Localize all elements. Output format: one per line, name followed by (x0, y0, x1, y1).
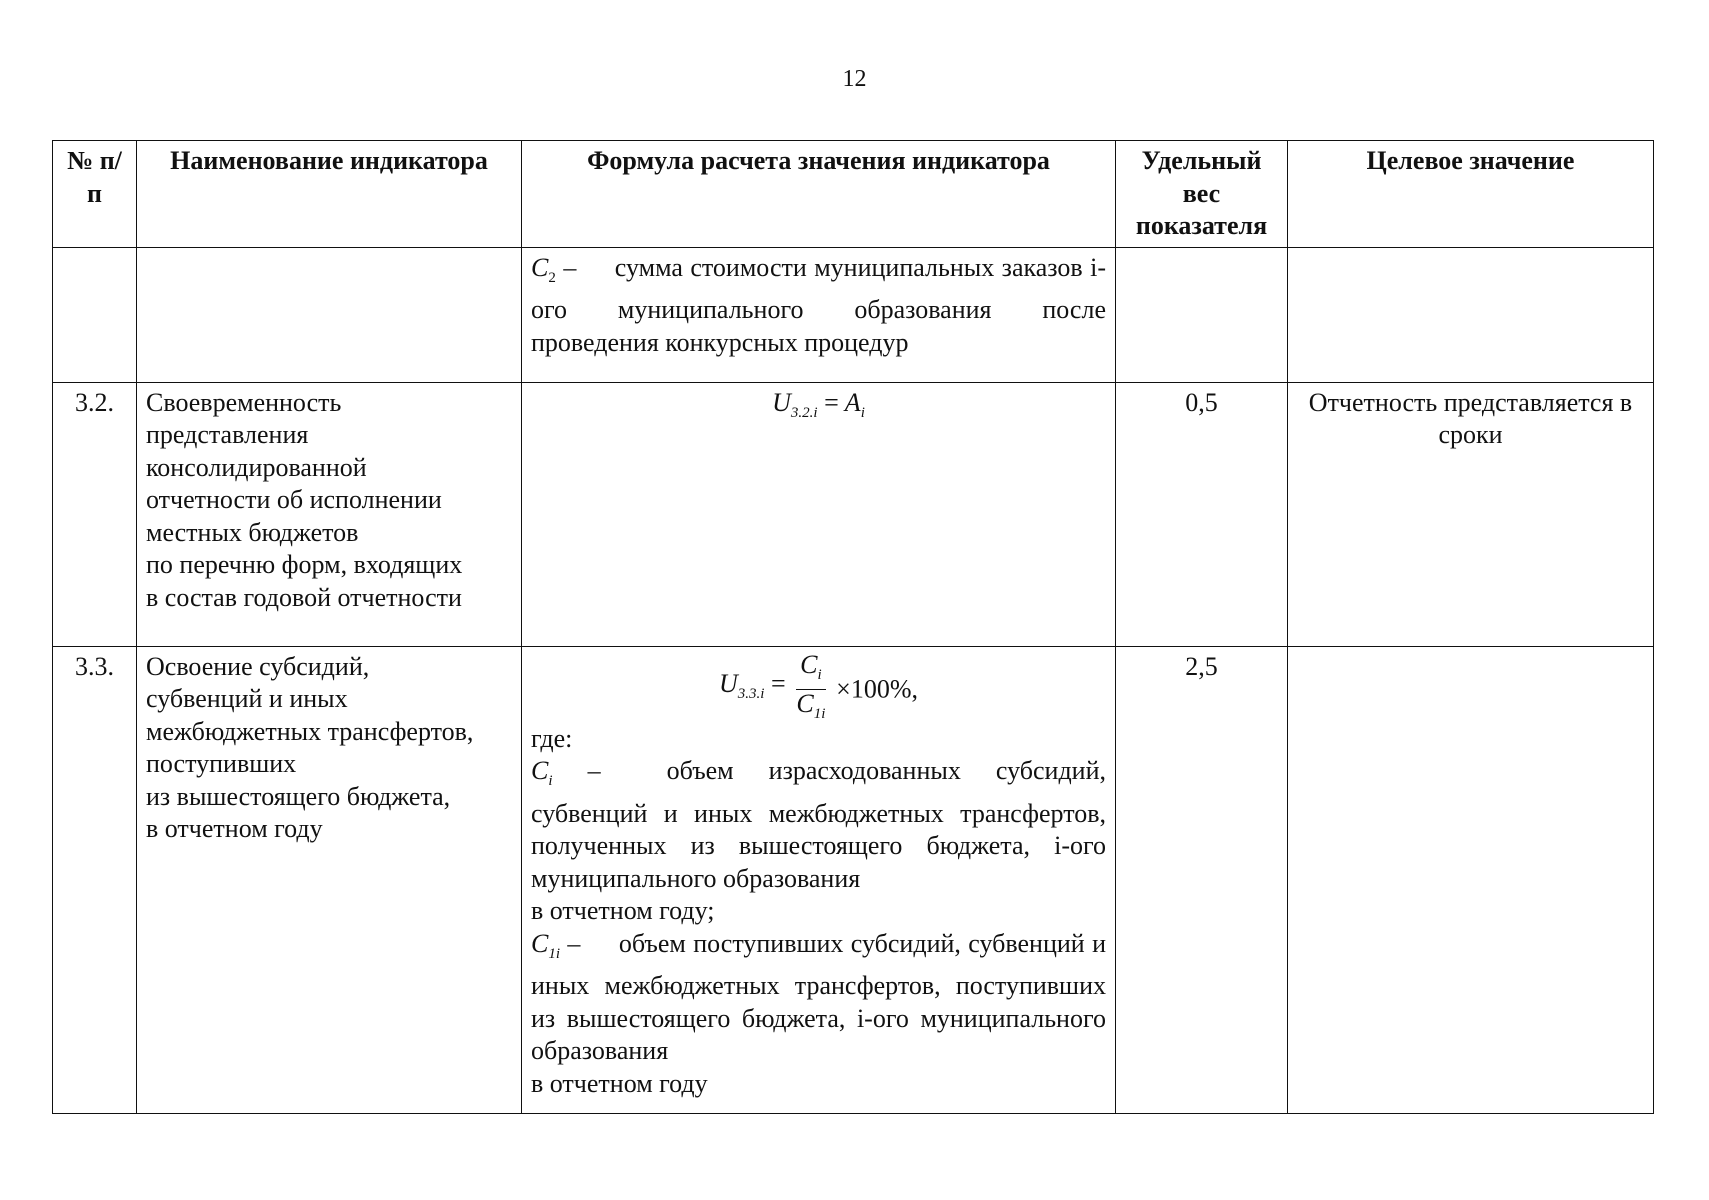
formula-rhs-sub: i (860, 404, 865, 421)
row-num (53, 247, 137, 382)
formula-lhs: U (772, 387, 791, 417)
row-target (1288, 247, 1654, 382)
def-tail: в отчетном году; (531, 896, 715, 926)
formula-symbol: C (531, 252, 549, 282)
def-dash: – (587, 756, 601, 785)
row-target (1288, 646, 1654, 1113)
formula-equation (531, 651, 1106, 723)
def-text: объем поступивших субсидий, субвенций и иных межбюджетных трансфертов, поступивших из вышестоящего бюджета, i-ого муниципального образования (531, 928, 1107, 1066)
denom-symbol: C (796, 688, 814, 718)
page-number: 12 (842, 66, 867, 92)
formula-eq: = (770, 668, 786, 698)
fraction-denominator (796, 690, 826, 728)
name-line: консолидированной (146, 452, 367, 482)
row-target: Отчетность представляется в сроки (1288, 382, 1654, 646)
name-line: межбюджетных трансфертов, (146, 716, 474, 746)
name-line: в состав годовой отчетности (146, 582, 462, 612)
formula-times: ×100%, (836, 673, 918, 703)
formula-lhs: U (719, 668, 738, 698)
name-line: по перечню форм, входящих (146, 550, 463, 579)
denom-sub: 1i (813, 705, 826, 722)
header-target-label: Целевое значение (1366, 146, 1575, 175)
name-line: Освоение субсидий, (146, 651, 370, 681)
header-weight (1116, 141, 1288, 248)
name-line: представления (146, 420, 309, 449)
def-text: объем израсходованных субсидий, субвенций и иных межбюджетных трансфертов, полученных из вышестоящего бюджета, i-ого муниципального образования (531, 756, 1106, 893)
table-header-row (53, 141, 1654, 248)
header-formula (522, 141, 1116, 248)
row-weight (1116, 247, 1288, 382)
row-formula (522, 646, 1116, 1113)
row-weight: 0,5 (1116, 382, 1288, 646)
formula-lhs-sub: 3.2.i (790, 404, 818, 421)
row-name (137, 382, 522, 646)
name-line: местных бюджетов (146, 517, 359, 547)
row-weight: 2,5 (1116, 646, 1288, 1113)
header-num-label: № п/п (67, 146, 122, 208)
formula-eq: = (824, 387, 839, 417)
table-row (53, 646, 1654, 1113)
table-row (53, 382, 1654, 646)
name-line: в отчетном году (146, 814, 323, 843)
name-line: из вышестоящего бюджета, (146, 781, 451, 811)
fraction-numerator (796, 651, 826, 690)
row-num: 3.2. (53, 382, 137, 646)
name-line: Своевременность (146, 387, 342, 417)
row-formula (522, 382, 1116, 646)
row-num: 3.3. (53, 646, 137, 1113)
numer-sub: i (817, 666, 822, 683)
formula-lhs-sub: 3.3.i (737, 686, 765, 703)
def-dash: – (567, 928, 581, 958)
formula-rhs: A (844, 387, 861, 417)
numer-symbol: C (800, 649, 818, 679)
def-sub: i (548, 773, 553, 790)
formula-description: сумма стоимости муниципальных заказов i-ого муниципального образования после проведения конкурсных процедур (531, 252, 1107, 357)
def-symbol: C (531, 756, 549, 785)
indicators-table (52, 140, 1654, 1114)
table-row (53, 247, 1654, 382)
name-line: отчетности об исполнении (146, 485, 442, 514)
header-weight-label: Удельный вес показателя (1135, 146, 1268, 240)
row-name (137, 646, 522, 1113)
header-name (137, 141, 522, 248)
header-num (53, 141, 137, 248)
header-name-label: Наименование индикатора (170, 146, 488, 175)
row-name (137, 247, 522, 382)
formula-definition (531, 928, 1106, 1068)
name-line: поступивших (146, 749, 297, 778)
def-tail: в отчетном году (531, 1068, 708, 1098)
def-symbol: C (531, 928, 549, 958)
formula-fraction (796, 651, 826, 728)
name-line: субвенций и иных (146, 684, 348, 713)
formula-where: где: (531, 723, 573, 753)
header-target (1288, 141, 1654, 248)
header-formula-label: Формула расчета значения индикатора (587, 146, 1050, 175)
row-formula (522, 247, 1116, 382)
formula-definition (531, 755, 1106, 895)
formula-dash: – (563, 252, 577, 282)
formula-subscript: 2 (548, 269, 556, 286)
def-sub: 1i (548, 945, 561, 962)
